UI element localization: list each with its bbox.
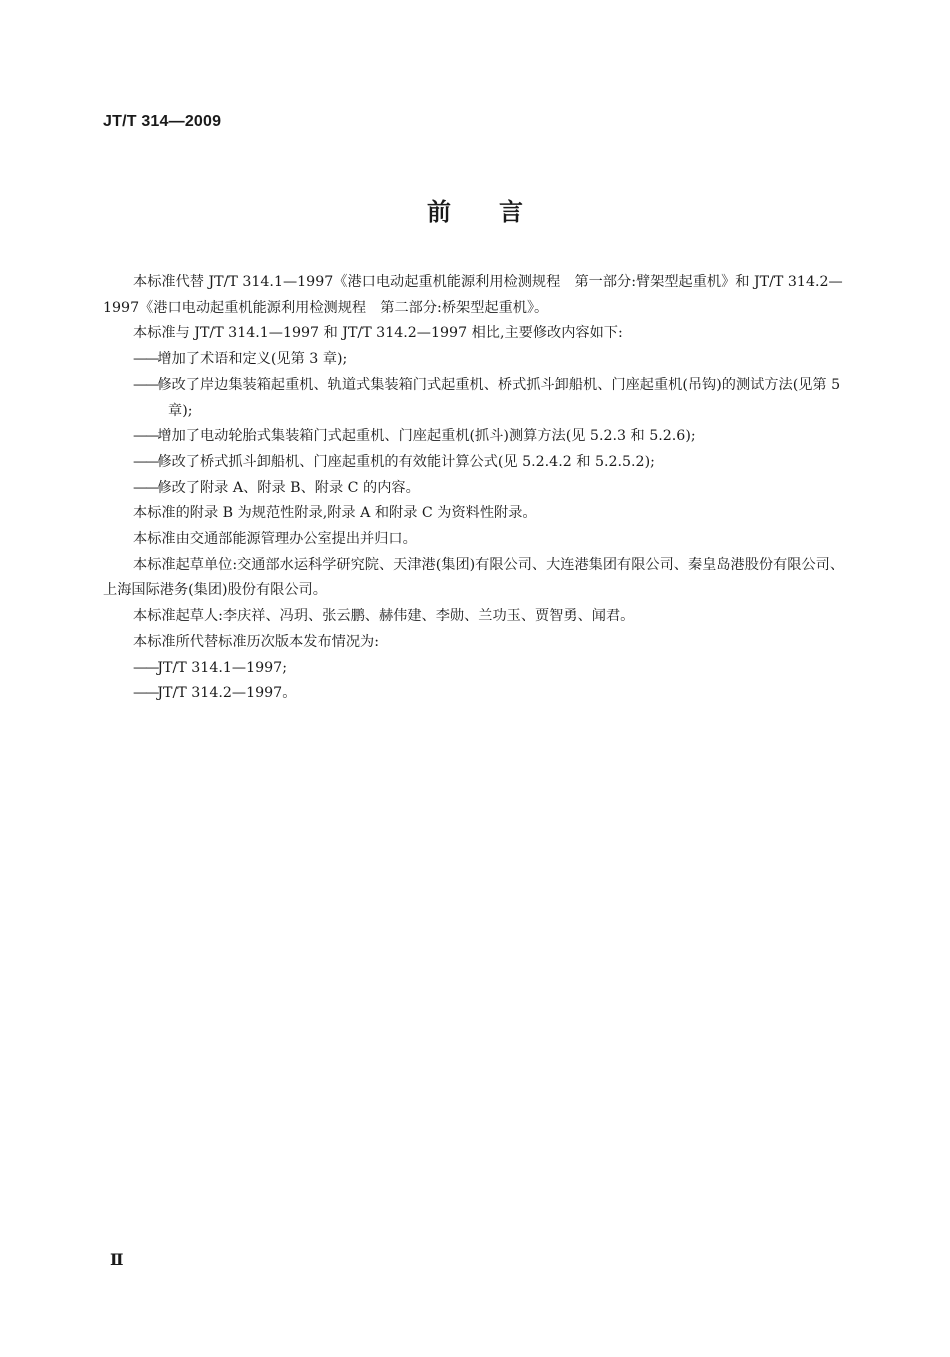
dash-marker: —— [133, 659, 158, 676]
dash-marker: —— [133, 428, 158, 445]
dash-marker: —— [133, 479, 158, 496]
dash-marker: —— [133, 453, 158, 470]
page-number: Ⅱ [110, 1250, 124, 1269]
dash-marker: —— [133, 351, 158, 368]
history-item: ——JT/T 314.1—1997; [133, 659, 287, 676]
change-item: ——修改了桥式抓斗卸船机、门座起重机的有效能计算公式(见 5.2.4.2 和 5.2.5.2); [133, 453, 655, 470]
paragraph-supersedes: 本标准代替 JT/T 314.1—1997《港口电动起重机能源利用检测规程 第一部分:臂架型起重机》和 JT/T 314.2—1997《港口电动起重机能源利用检测规程 第二部分:桥架型起重机》。 [103, 274, 843, 316]
dash-marker: —— [133, 685, 158, 702]
change-item: ——增加了电动轮胎式集装箱门式起重机、门座起重机(抓斗)测算方法(见 5.2.3 和 5.2.6); [133, 428, 696, 445]
paragraph-comparison: 本标准与 JT/T 314.1—1997 和 JT/T 314.2—1997 相比,主要修改内容如下: [133, 325, 623, 342]
paragraph-history-intro: 本标准所代替标准历次版本发布情况为: [133, 633, 379, 650]
dash-marker: —— [133, 376, 158, 393]
change-item: ——增加了术语和定义(见第 3 章); [133, 351, 348, 368]
change-item: ——修改了附录 A、附录 B、附录 C 的内容。 [133, 479, 420, 496]
paragraph-annex: 本标准的附录 B 为规范性附录,附录 A 和附录 C 为资料性附录。 [133, 505, 537, 522]
foreword-body [103, 270, 851, 707]
standard-code-header: JT/T 314—2009 [103, 113, 222, 130]
change-item: ——修改了岸边集装箱起重机、轨道式集装箱门式起重机、桥式抓斗卸船机、门座起重机(吊钩)的测试方法(见第 5 章); [133, 376, 841, 419]
paragraph-drafters: 本标准起草人:李庆祥、冯玥、张云鹏、赫伟建、李勋、兰功玉、贾智勇、闻君。 [133, 608, 635, 625]
history-item: ——JT/T 314.2—1997。 [133, 685, 297, 702]
paragraph-drafting-units: 本标准起草单位:交通部水运科学研究院、天津港(集团)有限公司、大连港集团有限公司、秦皇岛港股份有限公司、上海国际港务(集团)股份有限公司。 [103, 556, 845, 599]
paragraph-proposer: 本标准由交通部能源管理办公室提出并归口。 [133, 531, 417, 548]
page-title: 前言 [427, 198, 571, 226]
